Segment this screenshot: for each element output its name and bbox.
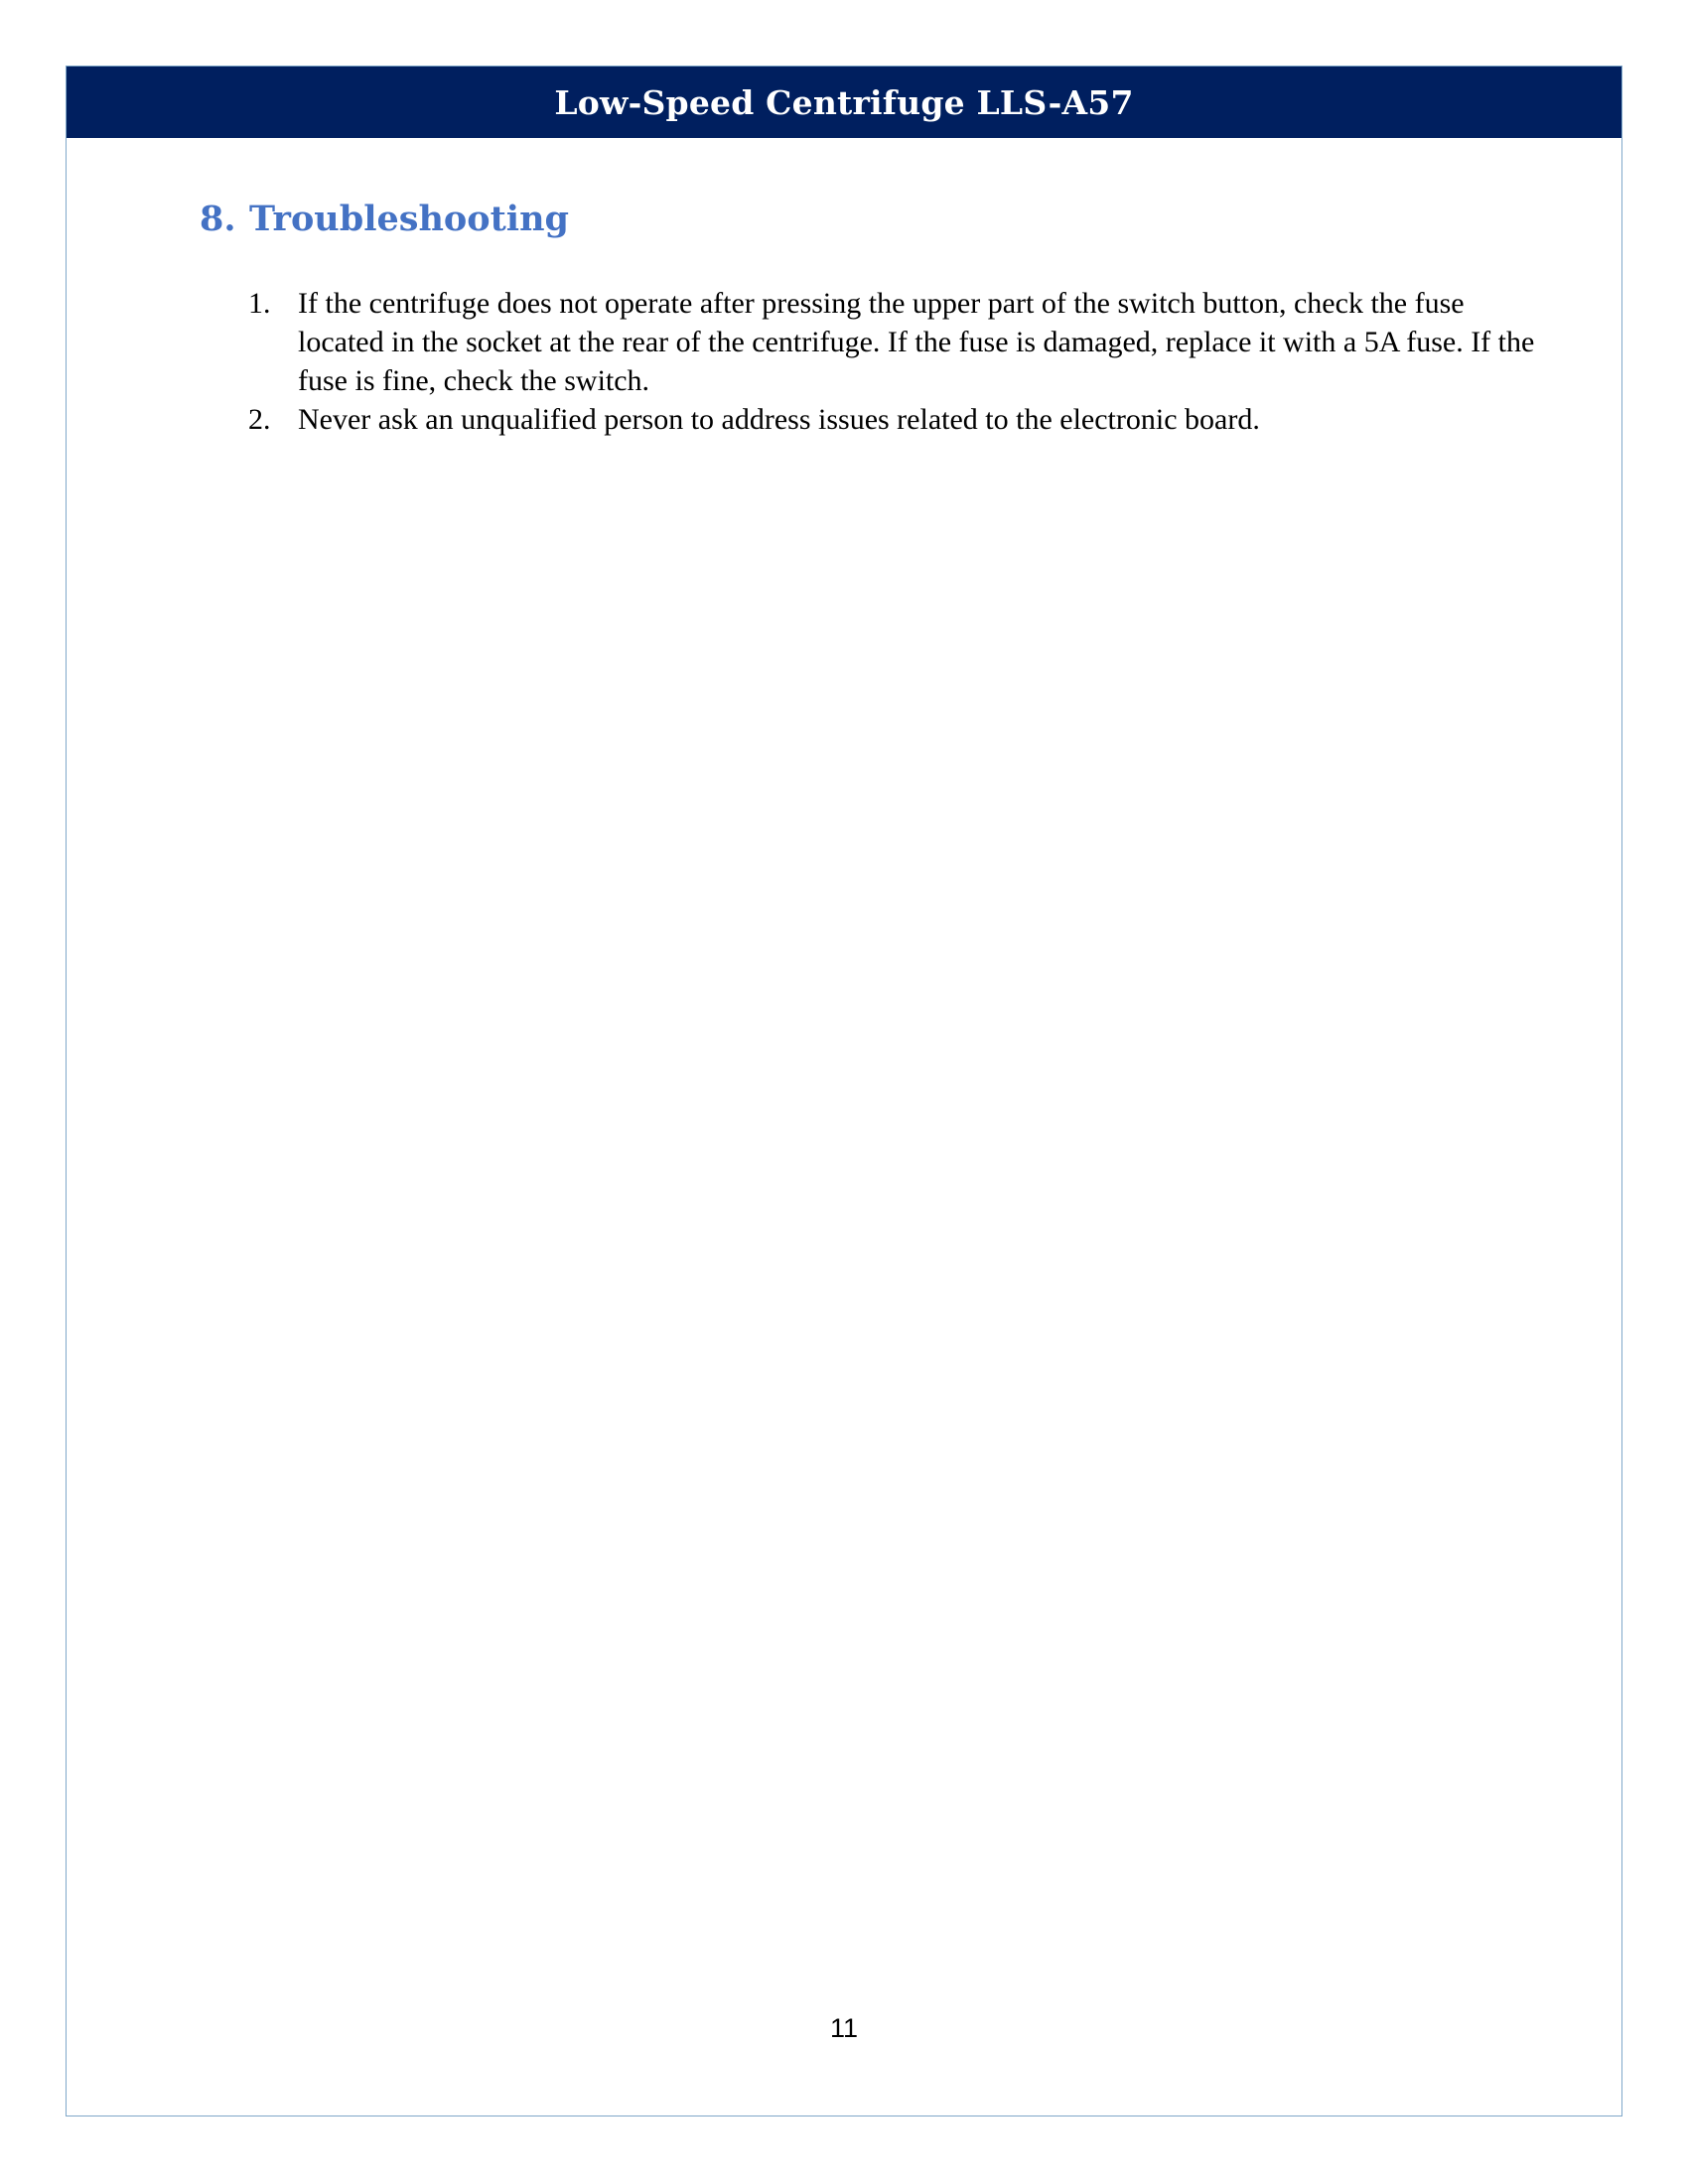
document-title: Low-Speed Centrifuge LLS-A57 xyxy=(554,82,1134,122)
section-title: Troubleshooting xyxy=(249,199,569,239)
list-item-text: If the centrifuge does not operate after pressing the upper part of the switch button, check the fuse located in the socket at the rear of the centrifuge. If the fuse is damaged, replace it with a 5A fuse. If the fuse is fine, check the switch. xyxy=(298,287,1535,397)
list-item-text: Never ask an unqualified person to address issues related to the electronic board. xyxy=(298,403,1260,436)
list-item-number: 2. xyxy=(248,403,271,436)
troubleshooting-list xyxy=(248,284,1539,439)
header-bar xyxy=(67,67,1621,138)
page-number: 11 xyxy=(829,2013,859,2043)
list-item-number: 1. xyxy=(248,287,271,320)
list-item xyxy=(248,284,1539,400)
section-heading xyxy=(200,199,569,239)
list-item xyxy=(248,400,1539,439)
section-number: 8. xyxy=(200,199,236,239)
